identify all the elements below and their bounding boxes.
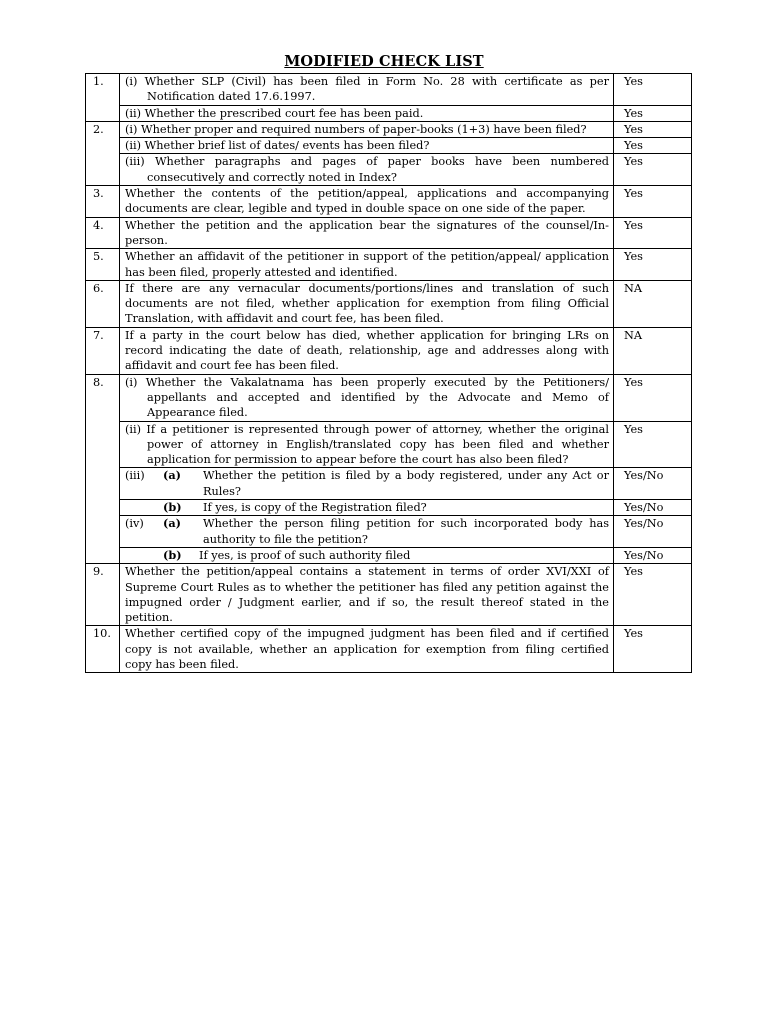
checklist-table: [85, 73, 692, 673]
item-question: (iii) Whether paragraphs and pages of paper books have been numbered consecutively and correctly noted in Index?: [120, 154, 614, 186]
item-answer: Yes: [614, 74, 692, 106]
page-title: MODIFIED CHECK LIST: [284, 53, 484, 70]
item-number: 9.: [86, 564, 120, 626]
item-answer: Yes/No: [614, 547, 692, 563]
table-row: [86, 374, 692, 421]
item-question: (i) Whether SLP (Civil) has been filed in Form No. 28 with certificate as per Notification dated 17.6.1997.: [120, 74, 614, 106]
item-answer: Yes: [614, 105, 692, 121]
item-question: Whether certified copy of the impugned judgment has been filed and if certified copy is not available, whether an application for exemption from filing certified copy has been filed.: [120, 626, 614, 673]
item-question: If there are any vernacular documents/portions/lines and translation of such documents are not filed, whether application for exemption from filing Official Translation, with affidavit and court fee, has been filed.: [120, 280, 614, 327]
item-number: 6.: [86, 280, 120, 327]
item-answer: Yes: [614, 421, 692, 468]
item-answer: Yes: [614, 626, 692, 673]
item-number: 5.: [86, 249, 120, 281]
item-answer: Yes: [614, 217, 692, 249]
item-question: (b) If yes, is proof of such authority filed: [120, 547, 614, 563]
table-row: [86, 249, 692, 281]
item-number: 2.: [86, 121, 120, 185]
item-answer: Yes/No: [614, 500, 692, 516]
item-answer: Yes: [614, 249, 692, 281]
table-row: [86, 564, 692, 626]
item-answer: NA: [614, 327, 692, 374]
item-question: (iii) (a) Whether the petition is filed by a body registered, under any Act or Rules?: [120, 468, 614, 500]
table-row: [86, 327, 692, 374]
item-question: Whether the contents of the petition/appeal, applications and accompanying documents are clear, legible and typed in double space on one side of the paper.: [120, 186, 614, 218]
item-number: 3.: [86, 186, 120, 218]
table-row: [86, 516, 692, 548]
item-question: (ii) Whether brief list of dates/ events has been filed?: [120, 138, 614, 154]
item-number: 7.: [86, 327, 120, 374]
item-question: (iv) (a) Whether the person filing petition for such incorporated body has authority to file the petition?: [120, 516, 614, 548]
item-question: (ii) If a petitioner is represented through power of attorney, whether the original power of attorney in English/translated copy has been filed and whether application for permission to appear before the court has also been filed?: [120, 421, 614, 468]
table-row: [86, 547, 692, 563]
table-row: [86, 468, 692, 500]
item-number: 1.: [86, 74, 120, 122]
item-answer: Yes: [614, 186, 692, 218]
table-row: [86, 280, 692, 327]
table-row: [86, 138, 692, 154]
table-row: [86, 186, 692, 218]
item-answer: Yes: [614, 121, 692, 137]
item-question: (i) Whether proper and required numbers of paper-books (1+3) have been filed?: [120, 121, 614, 137]
item-answer: Yes: [614, 154, 692, 186]
table-row: [86, 626, 692, 673]
item-question: Whether the petition and the application bear the signatures of the counsel/In-person.: [120, 217, 614, 249]
item-number: 10.: [86, 626, 120, 673]
item-question: (b) If yes, is copy of the Registration filed?: [120, 500, 614, 516]
table-row: [86, 74, 692, 106]
table-row: [86, 217, 692, 249]
item-answer: Yes/No: [614, 468, 692, 500]
item-question: If a party in the court below has died, whether application for bringing LRs on record indicating the date of death, relationship, age and addresses along with affidavit and court fee has been filed.: [120, 327, 614, 374]
item-answer: Yes/No: [614, 516, 692, 548]
item-number: 8.: [86, 374, 120, 564]
item-question: Whether an affidavit of the petitioner in support of the petition/appeal/ application has been filed, properly attested and identified.: [120, 249, 614, 281]
table-row: [86, 105, 692, 121]
item-answer: Yes: [614, 564, 692, 626]
item-number: 4.: [86, 217, 120, 249]
table-row: [86, 154, 692, 186]
table-row: [86, 500, 692, 516]
item-answer: NA: [614, 280, 692, 327]
table-row: [86, 421, 692, 468]
table-row: [86, 121, 692, 137]
item-answer: Yes: [614, 374, 692, 421]
item-question: Whether the petition/appeal contains a statement in terms of order XVI/XXI of Supreme Court Rules as to whether the petitioner has filed any petition against the impugned order / Judgment earlier, and if so, the result thereof stated in the petition.: [120, 564, 614, 626]
item-question: (i) Whether the Vakalatnama has been properly executed by the Petitioners/ appellants and accepted and identified by the Advocate and Memo of Appearance filed.: [120, 374, 614, 421]
item-question: (ii) Whether the prescribed court fee has been paid.: [120, 105, 614, 121]
item-answer: Yes: [614, 138, 692, 154]
